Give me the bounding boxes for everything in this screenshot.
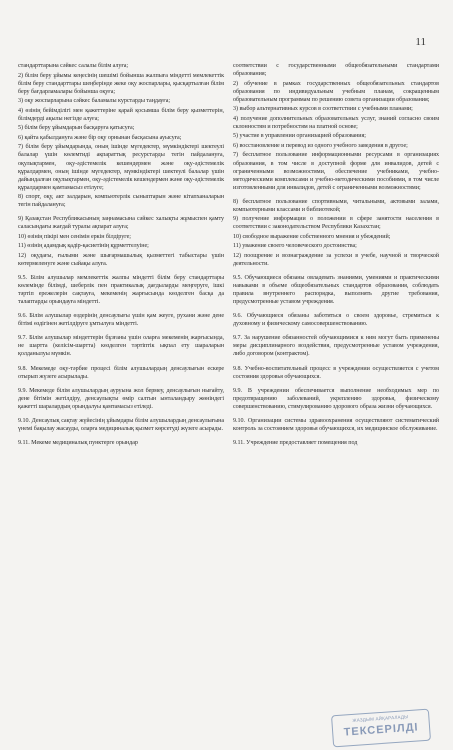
paragraph: 12) оқудағы, ғылыми және шығармашылық қызметтегі табыстары үшін көтермеленуге және сыйақы алуға. xyxy=(18,252,224,268)
paragraph: 10) свободное выражение собственного мнения и убеждений; xyxy=(233,233,391,240)
paragraph: 5) участие в управлении организацией образования; xyxy=(233,133,366,140)
paragraph: 9.9. Мекемеде білім алушылардың ауруына жол бермеу, денсаулығын нығайту, дене бітімін жетілдіру, денсаулықты өмір салтын ынталандыру жөніндегі қажетті шаралардың орындалуы қамтамасыз етіледі. xyxy=(18,387,224,410)
paragraph: 9.11. Мекеме медициналық пунктерге орындар xyxy=(18,439,138,446)
paragraph: 9.10. Организации системы здравоохранения осуществляют систематический контроль за состоянием здоровья обучающихся, их медицинское обслуживание. xyxy=(233,417,439,432)
stamp-top-text: ЖАЗДЫМ АЙҚАРАЛАДЫ xyxy=(352,714,409,723)
paragraph: 10) өзінің пікірі мен сенімін еркін білдіруге; xyxy=(18,233,131,240)
paragraph: соответствии с государственными общеобязательными стандартами образования; xyxy=(233,63,439,78)
paragraph: 3) выбор альтернативных курсов в соответствии с учебными планами; xyxy=(233,106,413,113)
paragraph: 6) қайта қабылдануға және бір оқу орнынан басқасына ауысуға; xyxy=(18,134,182,141)
paragraph: 4) получение дополнительных образовательных услуг, знаний согласно своим склонностям и потребностям на платной основе; xyxy=(233,115,439,130)
paragraph: стандарттарына сәйкес салалы білім алуға; xyxy=(18,63,129,69)
paragraph: 9.9. В учреждении обеспечивается выполнение необходимых мер по предотвращению заболеваний, укреплению здоровья, физическому совершенствованию, стимулированию здорового образа жизни обучающихся. xyxy=(233,387,439,410)
paragraph: 9.7. За нарушение обязанностей обучающимися к ним могут быть применены меры дисциплинарного воздействия, предусмотренные уставом учреждения, либо договором (контрактом). xyxy=(233,335,439,358)
paragraph: 9.8. Учебно-воспитательный процесс в учреждении осуществляется с учетом состояния здоровья обучающихся. xyxy=(233,365,439,380)
paragraph: 9) Қазақстан Республикасының заңнамасына сәйкес халықты жұмыспен қамту саласындағы жағдай туралы ақпарат алуға; xyxy=(18,216,224,231)
paragraph: 2) обучение в рамках государственных общеобязательных стандартов образования по индивидуальным учебным планам, сокращенным образовательным программам по решению совета организации образования; xyxy=(233,80,439,103)
paragraph: 8) спорт, оқу, акт залдарын, компьютерлік сыныптарын және кітапханаларын тегін пайдалануға; xyxy=(18,194,224,209)
paragraph: 9.10. Денсаулық сақтау жүйесінің ұйымдары білім алушылардың денсаулығына үнемі бақылау жасауды, оларға медициналық қызмет көрсетуді жүзеге асырады. xyxy=(18,417,224,432)
paragraph: 12) поощрение и вознаграждение за успехи в учебе, научной и творческой деятельности. xyxy=(233,252,439,268)
russian-column xyxy=(233,62,439,448)
paragraph: 9.8. Мекемеде оқу-тәрбие процесі білім алушылардың денсаулығын ескере отырып жүзеге асырылады. xyxy=(18,365,224,380)
paragraph: 11) уважение своего человеческого достоинства; xyxy=(233,243,357,250)
paragraph: 2) білім беру ұйымы кеңесінің шешімі бойынша жалпыға міндетті мемлекеттік білім беру стандарттары шеңберінде жеке оқу жоспарлары, қысқартылған білім беру бағдарламалары бойынша оқуға; xyxy=(18,72,224,95)
paragraph: 9.5. Білім алушылар мемлекеттік жалпы міндетті білім беру стандарттары көлемінде білімді, шеберлік пен практикалық дағдыларды меңгеруге, ішкі тәртіп ережелерін сақтауға, мекеменің жарғысында көзделген басқа да талаптарды орындауға міндетті. xyxy=(18,275,224,306)
paragraph: 4) өзінің бейімділігі мен қажеттеріне қарай қосымша білім беру қызметтерін, білімдерді ақылы негізде алуға; xyxy=(18,107,224,122)
kazakh-column xyxy=(18,62,224,448)
paragraph: 8) бесплатное пользование спортивными, читальными, актовыми залами, компьютерными классами и библиотекой; xyxy=(233,198,439,213)
page-number: 11 xyxy=(415,36,426,48)
paragraph: 9.5. Обучающиеся обязаны овладевать знаниями, умениями и практическими навыками в объеме общеобязательных стандартов образования, соблюдать правила внутреннего распорядка, выполнять другие требования, предусмотренные уставом учреждения. xyxy=(233,275,439,306)
stamp-main-text: ТЕКСЕРІЛДІ xyxy=(343,721,419,739)
paragraph: 11) өзінің адамдық қадір-қасиетінің құрметтелуіне; xyxy=(18,243,149,250)
paragraph: 7) бесплатное пользование информационными ресурсами в организациях образования, в том числе в доступной форме для инвалидов, детей с ограниченными возможностями, обеспечение учебниками, учебно-методическими комплексами и учебно-методическими пособиями, в том числе изготовленными для инвалидов, детей с ограниченными возможностями; xyxy=(233,152,439,191)
paragraph: 9) получение информации о положении в сфере занятости населения в соответствии с законодательством Республики Казахстан; xyxy=(233,216,439,231)
verification-stamp xyxy=(331,709,431,748)
paragraph: 5) білім беру ұйымдарын басқаруға қатысуға; xyxy=(18,125,135,132)
paragraph: 6) восстановление и перевод из одного учебного заведения в другое; xyxy=(233,142,408,149)
paragraph: 9.6. Обучающиеся обязаны заботиться о своем здоровье, стремиться к духовному и физическому самосовершенствованию. xyxy=(233,313,439,328)
paragraph: 3) оқу жоспарларына сәйкес баламалы курстарды таңдауға; xyxy=(18,98,171,105)
paragraph: 9.7. Білім алушылар міндеттерін бұзғаны үшін оларға мекеменің жарғысында, не шартта (келісім-шартта) көзделген тәртіптік ықпал ету шараларын қолданылуы мүмкін. xyxy=(18,335,224,358)
bilingual-columns xyxy=(18,62,439,448)
paragraph: 9.11. Учреждение предоставляет помещения под xyxy=(233,439,358,446)
paragraph: 9.6. Білім алушылар өздерінің денсаулығы үшін қам жеуге, рухани және дене бітімі өздігінен жетілдіруге ұмтылуға міндетті. xyxy=(18,313,224,328)
paragraph: 7) білім беру ұйымдарында, оның ішінде мүгедектер, мүмкіндіктері шектеулі балалар үшін көлемтиді ақпараттық ресурстарды тегін пайдалануға, оқулықтармен, оқу-әдістемелік кешендермен және оқу-әдістемелік құралдармен, оның ішінде мүгедектер, мүмкіндіктері шектеулі балалар үшін дайындалған оқулықтармен, оқу-әдістемелік кешендермен және оқу-әдістемелік құралдармен қамтамасыз етілуге; xyxy=(18,144,224,191)
